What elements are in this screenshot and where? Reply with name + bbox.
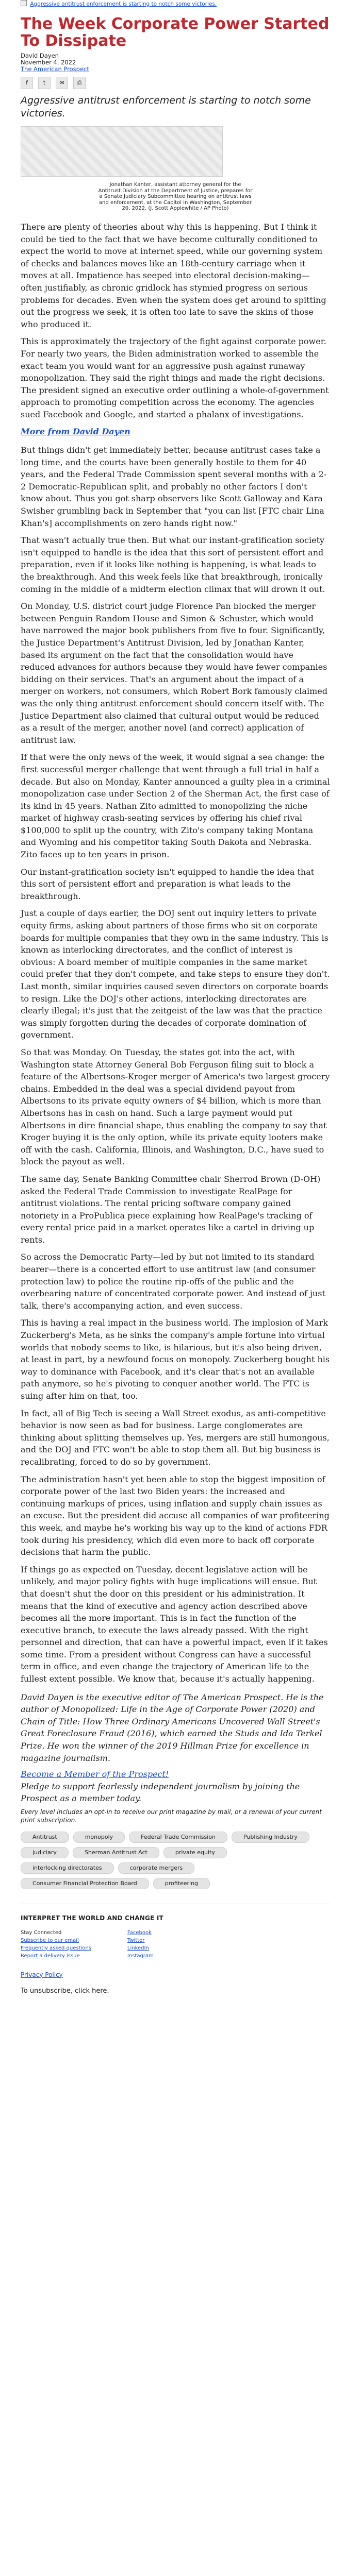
broken-image-icon xyxy=(21,0,27,6)
membership-pitch xyxy=(21,1768,330,1805)
hero-link-row xyxy=(21,0,330,7)
footer-social-link[interactable]: LinkedIn xyxy=(127,1945,149,1951)
tag[interactable]: Publishing Industry xyxy=(232,1832,309,1843)
tag[interactable]: profiteering xyxy=(153,1878,210,1889)
paragraph-14: The administration hasn't yet been able to stop the biggest imposition of corporate power of the last two Biden years: the increased and continuing markups of prices, using inflation and supply chain issues as an excuse. But the president did accuse all companies of war profiteering this week, and maybe he's working his way up to the kind of actions FDR took during his presidency, which did even more to back off corporate decisions that harm the public. xyxy=(21,1474,330,1557)
article-page xyxy=(21,0,330,1997)
footer-columns xyxy=(21,1930,330,1961)
author-name: David Dayen xyxy=(21,52,59,59)
byline xyxy=(21,53,330,73)
photo-caption: Jonathan Kanter, assistant attorney general for the Antitrust Division at the Department of Justice, prepares for a Senate Judiciary Subcommittee hearing on antitrust laws and enforcement, at the Capitol in Washington, September 20, 2022. (J. Scott Applewhite / AP Photo) xyxy=(98,182,253,212)
subscription-note: Every level includes an opt-in to receive our print magazine by mail, or a renewal of your current print subscription. xyxy=(21,1808,322,1824)
paragraph-9: So that was Monday. On Tuesday, the states got into the act, with Washington state Attorney General Bob Ferguson filing suit to block a feature of the Albertsons-Kroger merger of America's two largest grocery chains. Embedded in the deal was a special dividend payout from Albertsons to its private equity owners of $4 billion, which is more than Albertsons has in cash on hand. Such a large payment would put Albertsons in dire financial shape, thus enabling the company to say that Kroger buying it is the only option, while its private equity looters make off with the cash. California, Illinois, and Washington, D.C., have sued to block the payout as well. xyxy=(21,1047,330,1167)
footer-col-2 xyxy=(127,1930,154,1961)
footer-social-link[interactable]: Facebook xyxy=(127,1929,152,1936)
privacy-policy xyxy=(21,1969,330,1981)
membership-text: Pledge to support fearlessly independent journalism by joining the Prospect as a member today. xyxy=(21,1781,300,1804)
paragraph-11: So across the Democratic Party—led by but not limited to its standard bearer—there is a concerted effort to use antitrust law (and consumer protection law) to police the routine rip-offs of the public and the overbearing nature of concentrated corporate power. And instead of just talk, there's accompanying action, and even success. xyxy=(21,1252,325,1311)
footer-heading: INTERPRET THE WORLD AND CHANGE IT xyxy=(21,1914,163,1922)
footer-social-link[interactable]: Twitter xyxy=(127,1937,145,1943)
more-from-author xyxy=(21,426,330,438)
membership-link[interactable]: Become a Member of the Prospect! xyxy=(21,1769,169,1780)
paragraph-13: In fact, all of Big Tech is seeing a Wall Street exodus, as anti-competitive behavior is now seen as bad for business. Large conglomerates are thinking about splitting themselves up. Yes, mergers are still humongous, and the DOJ and FTC won't be able to stop them all. But big business is recalibrating, forced to do so by government. xyxy=(21,1408,330,1467)
more-from-author-link[interactable]: More from David Dayen xyxy=(21,427,130,437)
paragraph-8: Just a couple of days earlier, the DOJ sent out inquiry letters to private equity firms, asking about partners of those firms who sit on corporate boards for multiple companies that they own in the same industry. This is known as interlocking directorates, and the conflict of interest is obvious: A board member of multiple companies in the same market could prefer that they don't compete, and take steps to ensure they don't. Last month, similar inquiries caused seven directors on corporate boards to resign. Like the DOJ's other actions, interlocking directorates are clearly illegal; it's just that the zeitgeist of the law was that the practice was simply forgotten during the decades of corporate domination of government. xyxy=(21,908,330,1040)
paragraph-3: But things didn't get immediately better, because antitrust cases take a long time, and the courts have been generally hostile to them for 40 years, and the Federal Trade Commission spent several months with a 2-2 Democratic-Republican split, and probably no other factors I don't know about. Thus you got sharp observers like Scott Galloway and Kara Swisher grumbling back in September that "you can list [FTC chair Lina Khan's] accomplishments on zero hands right now." xyxy=(21,445,327,528)
hero-image-link[interactable]: Aggressive antitrust enforcement is starting to notch some victories. xyxy=(30,1,217,7)
print-icon[interactable]: ⎙ xyxy=(73,77,86,89)
paragraph-4: That wasn't actually true then. But what our instant-gratification society isn't equipped to handle is the idea that this sort of persistent effort and preparation, even if it looks like nothing is happening, is what leads to the breakthrough. And this week feels like that breakthrough, ironically coming in the middle of a midterm election climax that will drown it out. xyxy=(21,535,325,594)
article-date: November 4, 2022 xyxy=(21,59,76,66)
tag[interactable]: private equity xyxy=(163,1847,227,1858)
tag[interactable]: Antitrust xyxy=(21,1832,69,1843)
unsubscribe-text: To unsubscribe, click here. xyxy=(21,1987,109,1995)
twitter-icon[interactable]: t xyxy=(38,77,51,89)
article-dek: Aggressive antitrust enforcement is starting to notch some victories. xyxy=(21,95,311,119)
tag[interactable]: judiciary xyxy=(21,1847,69,1858)
footer-col-1 xyxy=(21,1930,91,1961)
email-icon[interactable]: ✉ xyxy=(56,77,68,89)
tag[interactable]: monopoly xyxy=(73,1832,125,1843)
footer-col1-link[interactable]: Frequently asked questions xyxy=(21,1945,91,1951)
article-title: The Week Corporate Power Started To Dissipate xyxy=(21,15,330,50)
privacy-policy-link[interactable]: Privacy Policy xyxy=(21,1971,63,1978)
footer-col1-link[interactable]: Report a delivery issue xyxy=(21,1953,80,1959)
tag[interactable]: Sherman Antitrust Act xyxy=(73,1847,159,1858)
paragraph-15: If things go as expected on Tuesday, decent legislative action will be unlikely, and major policy fights with huge implications will ensue. But that doesn't shut the door on this president or his administration. It means that the kind of executive and agency action described above becomes all the more important. This is in fact the function of the executive branch, to execute the laws already passed. With the right personnel and direction, that can have a powerful impact, even if it takes some time. From a president without Congress can have a successful term in office, and even change the trajectory of American life to the fullest extent possible. We know that, because it's actually happening. xyxy=(21,1564,328,1684)
publication-link[interactable]: The American Prospect xyxy=(21,65,89,73)
paragraph-6: If that were the only news of the week, it would signal a sea change: the first successful merger challenge that went through a full trial in half a decade. But also on Monday, Kanter announced a guilty plea in a criminal monopolization case under Section 2 of the Sherman Act, the first case of its kind in 45 years. Nathan Zito admitted to monopolizing the niche market of highway crash-seating services by offering his chief rival $100,000 to split up the country, with Zito's company taking Montana and Wyoming and his competitor taking South Dakota and Nebraska. Zito faces up to ten years in prison. xyxy=(21,752,330,860)
paragraph-5: On Monday, U.S. district court judge Florence Pan blocked the merger between Penguin Random House and Simon & Schuster, which would have narrowed the major book publishers from five to four. Significantly, the Justice Department's Antitrust Division, led by Jonathan Kanter, based its argument on the fact that the consolidation would have reduced advances for authors because they would have fewer companies bidding on their services. That's an argument about the impact of a merger on workers, not consumers, which Robert Bork famously claimed was the only thing antitrust enforcement should concern itself with. The Justice Department also claimed that cultural output would be reduced as a result of the merger, another novel (and correct) application of antitrust law. xyxy=(21,601,327,745)
paragraph-12: This is having a real impact in the business world. The implosion of Mark Zuckerberg's Meta, as he sinks the company's ample fortune into virtual worlds that nobody seems to like, is hilarious, but it's also being driven, at least in part, by a newfound focus on monopoly. Zuckerberg bought his way to dominance with Facebook, and it's clear that's not an available path anymore, so he's pivoting to conquer another world. The FTC is suing after him on that, too. xyxy=(21,1318,330,1401)
tag[interactable]: Federal Trade Commission xyxy=(129,1832,227,1843)
tag[interactable]: interlocking directorates xyxy=(21,1862,114,1874)
paragraph-10: The same day, Senate Banking Committee chair Sherrod Brown (D-OH) asked the Federal Trade Commission to investigate RealPage for antitrust violations. The rental pricing software company gained notoriety in a ProPublica piece explaining how RealPage's tracking of every rental price paid in a market operates like a cartel in driving up rents. xyxy=(21,1174,321,1245)
tag[interactable]: Consumer Financial Protection Board xyxy=(21,1878,149,1889)
footer-col1-link[interactable]: Subscribe to our email xyxy=(21,1937,79,1943)
share-icons xyxy=(21,77,330,89)
footer-col1-item: Stay Connected xyxy=(21,1929,62,1936)
article-photo xyxy=(21,126,223,177)
tag[interactable]: corporate mergers xyxy=(118,1862,195,1874)
paragraph-1: There are plenty of theories about why this is happening. But I think it could be tied to the fact that we have become culturally conditioned to expect the world to move at internet speed, while our governing system of checks and balances moves like an 18th-century carriage when it moves at all. Impatience has seeped into electoral decision-making—often justifiably, as chronic gridlock has stymied progress on serious problems for decades. Even when the system does get around to spitting out the progress we seek, it is often too late to save the skins of those who produced it. xyxy=(21,222,326,329)
paragraph-2: This is approximately the trajectory of the fight against corporate power. For nearly two years, the Biden administration worked to assemble the exact team you would want for an aggressive push against runaway monopolization. They said the right things and made the right decisions. The president signed an executive order outlining a whole-of-government approach to promoting competition across the economy. The agencies sued Facebook and Google, and started a phalanx of investigations. xyxy=(21,336,329,419)
paragraph-7: Our instant-gratification society isn't equipped to handle the idea that this sort of persistent effort and preparation is what leads to the breakthrough. xyxy=(21,867,315,901)
footer-social-link[interactable]: Instagram xyxy=(127,1953,154,1959)
tag-list xyxy=(21,1832,309,1889)
author-bio: David Dayen is the executive editor of The American Prospect. He is the author of Monopolized: Life in the Age of Corporate Power (2020) and Chain of Title: How Three Ordinary Americans Uncovered Wall Street's Great Foreclosure Fraud (2016), which earned the Studs and Ida Terkel Prize. He won the winner of the 2019 Hillman Prize for excellence in magazine journalism. xyxy=(21,1692,324,1763)
facebook-icon[interactable]: f xyxy=(21,77,33,89)
